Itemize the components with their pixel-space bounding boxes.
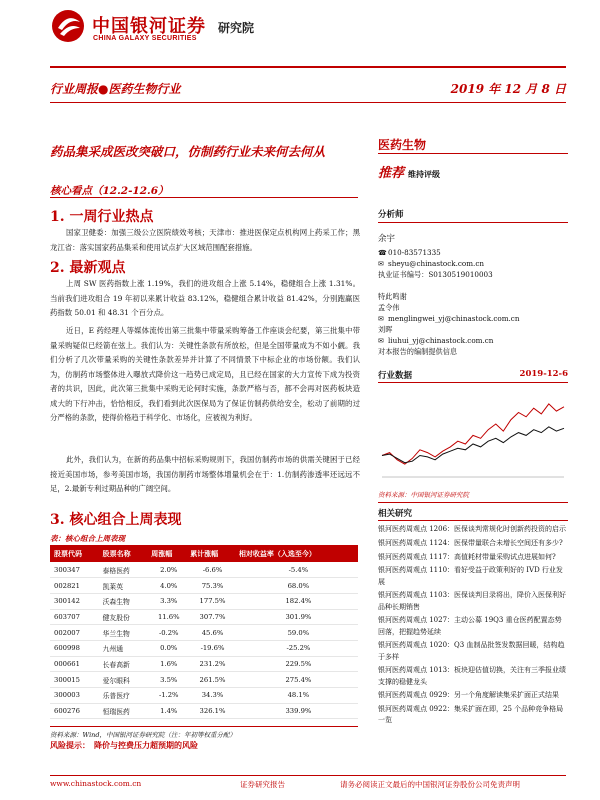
market-chart — [378, 385, 568, 485]
sector-divider — [378, 153, 568, 154]
table-row — [50, 609, 358, 625]
table-row — [50, 625, 358, 641]
core-view-divider — [50, 197, 358, 198]
brand-logo — [50, 8, 310, 48]
table-cell: 11.6% — [147, 609, 186, 625]
related-research-item[interactable]: 银河医药周观点 1027：主动公募 19Q3 重仓医药配置态势回落，把握趋势延续 — [378, 616, 562, 636]
rating-value: 推荐 — [378, 166, 405, 181]
thanks-email-1[interactable]: ✉ menglingwei_yj@chinastock.com.cn — [378, 314, 520, 323]
table-cell: -25.2% — [235, 640, 358, 656]
rating — [378, 162, 440, 181]
analyst-phone: ☎010-83571335 — [378, 248, 441, 257]
analyst-email[interactable]: ✉ sheyu@chinastock.com.cn — [378, 259, 484, 268]
table-cell: 泰格医药 — [99, 562, 148, 578]
table-cell: 34.3% — [186, 688, 235, 704]
table-cell: 45.6% — [186, 625, 235, 641]
related-research-heading: 相关研究 — [378, 509, 413, 519]
table-row — [50, 672, 358, 688]
related-research-item[interactable]: 银河医药周观点 1206：医保谈判常规化时创新药投资的启示 — [378, 525, 567, 533]
report-date: 2019 年 12 月 8 日 — [450, 82, 566, 96]
table-cell: 沃森生物 — [99, 593, 148, 609]
related-research-item[interactable]: 银河医药周观点 1117：高值耗材带量采购试点进展如何? — [378, 552, 556, 561]
table-cell: -19.6% — [186, 640, 235, 656]
mail-icon: ✉ — [378, 337, 384, 345]
analyst-heading: 分析师 — [378, 210, 404, 220]
table-cell: 0.0% — [147, 640, 186, 656]
table-cell: 68.0% — [235, 578, 358, 594]
table-cell: 275.4% — [235, 672, 358, 688]
section3-heading: 3. 核心组合上周表现 — [50, 512, 182, 528]
chart-series-line-0 — [382, 404, 564, 464]
table-cell: -6.6% — [186, 562, 235, 578]
table-cell: 75.3% — [186, 578, 235, 594]
related-research-item[interactable]: 银河医药周观点 0929：另一个角度解读集采扩面正式结果 — [378, 691, 560, 700]
table-cell: 恒瑞医药 — [99, 703, 148, 719]
table-cell: 301.9% — [235, 609, 358, 625]
table-cell: 600998 — [50, 640, 99, 656]
related-research-item[interactable]: 银河医药周观点 1110：看好受益于政策利好的 IVD 行业发展 — [378, 566, 563, 586]
section2-heading: 2. 最新观点 — [50, 260, 126, 276]
section2-para1: 上周 SW 医药指数上涨 1.19%，我们的进攻组合上涨 5.14%，稳健组合上涨 1.31%。当前我们进攻组合 19 年初以来累计收益 83.12%，稳健组合累计收益 81.42%，分别跑赢医药指数 50.01 和 48.31 个百分点。 — [50, 279, 360, 317]
analyst-name: 余宇 — [378, 234, 396, 244]
analyst-cert: 执业证书编号：S0130519010003 — [378, 270, 493, 279]
table-cell: 603707 — [50, 609, 99, 625]
table-cell: 002821 — [50, 578, 99, 594]
section1-text: 国家卫健委：加强三级公立医院绩效考核；天津市：推进医保定点机构网上药采工作；黑龙江省：落实国家药品集采和使用试点扩大区域范围配套措施。 — [50, 228, 360, 252]
table-cell: 002007 — [50, 625, 99, 641]
table-row — [50, 656, 358, 672]
table-cell: 九州通 — [99, 640, 148, 656]
table-cell: 长春高新 — [99, 656, 148, 672]
table-cell: 3.3% — [147, 593, 186, 609]
table-row — [50, 578, 358, 594]
table-cell: 健友股份 — [99, 609, 148, 625]
col-header: 累计涨幅 — [186, 545, 235, 562]
table-cell: 600276 — [50, 703, 99, 719]
related-research-item[interactable]: 银河医药周观点 1020：Q3 血制品批签发数据回暖，结构趋于多样 — [378, 641, 565, 661]
analyst-divider — [378, 222, 568, 223]
risk-warning — [50, 740, 198, 751]
table-cell: 300347 — [50, 562, 99, 578]
report-type: 行业周报●医药生物行业 — [50, 82, 181, 96]
table-cell: 4.0% — [147, 578, 186, 594]
section2-para3: 此外，我们认为，在新的药品集中招标采购规则下，我国仿制药市场的供需关键困于已经接近美国市场，参考美国市场，我国仿制药市场整体增量机会在于：1.仿制药渗透率还远远不足，2.最新专利过期品种的广阔空间。 — [50, 455, 360, 493]
table-cell: -5.4% — [235, 562, 358, 578]
col-header: 股票代码 — [50, 545, 99, 562]
thanks-label: 特此鸣谢 — [378, 292, 407, 301]
report-title: 药品集采成医改突破口，仿制药行业未来何去何从 — [50, 144, 326, 159]
table-cell: 华兰生物 — [99, 625, 148, 641]
table-source: 资料来源：Wind，中国银河证券研究院（注：年初等权重分配） — [50, 726, 358, 739]
core-view-label: 核心看点（12.2-12.6） — [50, 185, 169, 197]
table-cell: 59.0% — [235, 625, 358, 641]
table-cell: 1.6% — [147, 656, 186, 672]
related-divider — [378, 520, 568, 521]
related-research-item[interactable]: 银河医药周观点 1124：医保带量联合未增长空间还有多少? — [378, 538, 563, 547]
table-cell: -1.2% — [147, 688, 186, 704]
header-divider — [50, 66, 566, 68]
table-cell: 乐普医疗 — [99, 688, 148, 704]
report-bar — [50, 78, 566, 100]
thanks-note: 对本报告的编制提供信息 — [378, 347, 458, 356]
table-cell: 229.5% — [235, 656, 358, 672]
col-header: 周涨幅 — [147, 545, 186, 562]
table-cell: 3.5% — [147, 672, 186, 688]
thanks-name-1: 孟令伟 — [378, 303, 400, 312]
table-cell: 300015 — [50, 672, 99, 688]
table-cell: 177.5% — [186, 593, 235, 609]
table-cell: -0.2% — [147, 625, 186, 641]
table-cell: 爱尔眼科 — [99, 672, 148, 688]
section2-para2: 近日，E 药经理人等媒体流传出第三批集中带量采购筹备工作座谈会纪要，第三批集中带量采购疑似已经箭在弦上。我们认为：关键性条款有所放松，但是全国带量成为不如小觑。我们分析了几次带量采购的关键性条款差异并计算了不同情景下中标企业的市场份额。我们认为，仿制药市场整体进入曝放式降价这一趋势已成定局，且已经在国家的大力宣传下成为投资者的共识，因此，此次第三批集中采购无论何时实施，条款严格与否，都不会再对医药板块造成大的下行冲击，恰恰相反，我们看到此次医保局为了保证仿制药供给安全，松动了前期的过分严格的条款，使得价格趋于科学化、市场化，应被视为利好。 — [50, 326, 360, 422]
table-cell: 182.4% — [235, 593, 358, 609]
table-cell: 326.1% — [186, 703, 235, 719]
table-row — [50, 688, 358, 704]
table-row — [50, 593, 358, 609]
chart-series-line-1 — [382, 427, 564, 463]
table-cell: 339.9% — [235, 703, 358, 719]
table-cell: 307.7% — [186, 609, 235, 625]
report-bar-divider — [50, 102, 566, 103]
related-research-list — [378, 524, 568, 729]
table-row — [50, 703, 358, 719]
table-cell: 300142 — [50, 593, 99, 609]
col-header: 股票名称 — [99, 545, 148, 562]
table-title: 表：核心组合上周表现 — [50, 534, 125, 543]
brand-name-en: CHINA GALAXY SECURITIES — [93, 35, 197, 42]
thanks-name-2: 刘晖 — [378, 325, 393, 334]
mail-icon: ✉ — [378, 315, 384, 323]
mail-icon: ✉ — [378, 260, 384, 268]
sector-name: 医药生物 — [378, 138, 427, 152]
related-research-item[interactable]: 银河医药周观点 0922：集采扩面在即，25 个品种竞争格局一览 — [378, 705, 564, 725]
chart-source: 资料来源：中国银河证券研究院 — [378, 490, 568, 503]
footer-website[interactable]: www.chinastock.com.cn — [50, 779, 142, 788]
footer-center: 证券研究报告 — [240, 780, 285, 789]
col-header: 相对收益率（入选至今） — [235, 545, 358, 562]
related-research-item[interactable]: 银河医药周观点 1103：医保谈判目录将出，降价入医保利好品种长期销售 — [378, 591, 567, 611]
footer-divider — [50, 775, 566, 776]
table-cell: 凯莱英 — [99, 578, 148, 594]
portfolio-table — [50, 545, 358, 719]
table-row — [50, 562, 358, 578]
table-row — [50, 640, 358, 656]
thanks-email-2[interactable]: ✉ liuhui_yj@chinastock.com.cn — [378, 336, 494, 345]
brand-name-cn: 中国银河证券 — [92, 16, 206, 37]
market-data-date: 2019-12-6 — [519, 369, 568, 379]
table-cell: 000661 — [50, 656, 99, 672]
table-cell: 1.4% — [147, 703, 186, 719]
table-cell: 261.5% — [186, 672, 235, 688]
institute-label: 研究院 — [218, 21, 255, 35]
market-data-heading — [378, 369, 568, 381]
footer-disclaimer: 请务必阅读正文最后的中国银河证券股份公司免责声明 — [340, 780, 520, 789]
table-header-row — [50, 545, 358, 562]
risk-label: 风险提示： — [50, 740, 90, 750]
table-cell: 48.1% — [235, 688, 358, 704]
galaxy-logo-icon — [50, 8, 86, 44]
market-divider — [378, 382, 568, 383]
table-cell: 231.2% — [186, 656, 235, 672]
table-cell: 300003 — [50, 688, 99, 704]
rating-note: 维持评级 — [408, 169, 441, 179]
related-research-item[interactable]: 银河医药周观点 1013：板块迎估值切换，关注有三季报业绩支撑的稳健龙头 — [378, 666, 567, 686]
table-cell: 2.0% — [147, 562, 186, 578]
risk-text: 降价与控费压力超预期的风险 — [94, 740, 198, 750]
phone-icon: ☎ — [378, 249, 387, 257]
market-data-title: 行业数据 — [378, 371, 413, 381]
section1-heading: 1. 一周行业热点 — [50, 209, 154, 225]
